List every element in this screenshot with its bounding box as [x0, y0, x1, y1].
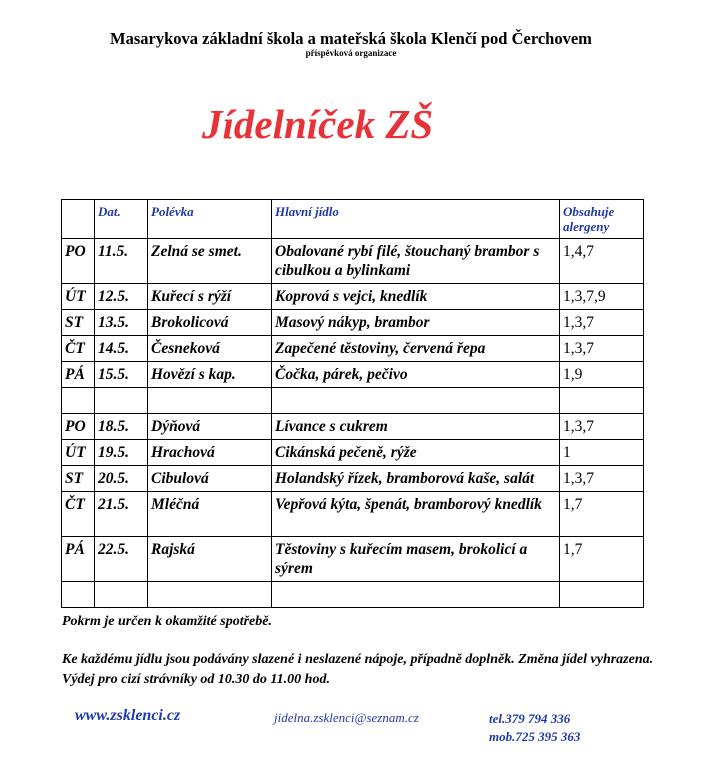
soup-cell: Brokolicová	[148, 310, 272, 336]
soup-cell	[148, 582, 272, 608]
soup-cell: Dýňová	[148, 414, 272, 440]
date-cell	[95, 582, 148, 608]
day-cell: ČT	[62, 492, 95, 537]
soup-cell: Hovězí s kap.	[148, 362, 272, 388]
day-cell: ST	[62, 310, 95, 336]
main-dish-cell	[272, 388, 560, 414]
day-cell: PO	[62, 239, 95, 284]
soup-cell: Cibulová	[148, 466, 272, 492]
header-day	[62, 200, 95, 239]
day-cell	[62, 582, 95, 608]
day-cell	[62, 388, 95, 414]
table-row	[62, 466, 644, 492]
date-cell: 14.5.	[95, 336, 148, 362]
date-cell	[95, 388, 148, 414]
day-cell: ÚT	[62, 284, 95, 310]
day-cell: ST	[62, 466, 95, 492]
soup-cell: Rajská	[148, 537, 272, 582]
school-name: Masarykova základní škola a mateřská škola Klenčí pod Čerchovem	[110, 29, 592, 48]
organization-type: příspěvková organizace	[305, 48, 397, 58]
header-date: Dat.	[95, 200, 148, 239]
mobile-number: mob.725 395 363	[489, 729, 581, 744]
date-cell: 19.5.	[95, 440, 148, 466]
table-row-empty	[62, 388, 644, 414]
table-row	[62, 414, 644, 440]
date-cell: 21.5.	[95, 492, 148, 537]
main-dish-cell: Zapečené těstoviny, červená řepa	[272, 336, 560, 362]
website-link[interactable]: www.zsklenci.cz	[75, 707, 181, 724]
table-row	[62, 362, 644, 388]
main-dish-cell: Koprová s vejci, knedlík	[272, 284, 560, 310]
date-cell: 11.5.	[95, 239, 148, 284]
main-dish-cell	[272, 582, 560, 608]
allergens-cell: 1,4,7	[560, 239, 644, 284]
menu-table	[61, 199, 644, 608]
date-cell: 12.5.	[95, 284, 148, 310]
allergens-cell	[560, 582, 644, 608]
date-cell: 22.5.	[95, 537, 148, 582]
header-soup: Polévka	[148, 200, 272, 239]
allergens-cell	[560, 388, 644, 414]
date-cell: 20.5.	[95, 466, 148, 492]
header-main-dish: Hlavní jídlo	[272, 200, 560, 239]
table-row	[62, 440, 644, 466]
soup-cell: Hrachová	[148, 440, 272, 466]
date-cell: 13.5.	[95, 310, 148, 336]
table-row	[62, 492, 644, 537]
allergens-cell: 1,3,7	[560, 466, 644, 492]
date-cell: 15.5.	[95, 362, 148, 388]
table-row	[62, 239, 644, 284]
email-link[interactable]: jidelna.zsklenci@seznam.cz	[274, 710, 419, 725]
date-cell: 18.5.	[95, 414, 148, 440]
consumption-note: Pokrm je určen k okamžité spotřebě.	[62, 614, 272, 629]
main-dish-cell: Čočka, párek, pečivo	[272, 362, 560, 388]
table-header-row	[62, 200, 644, 239]
day-cell: PO	[62, 414, 95, 440]
main-dish-cell: Obalované rybí filé, štouchaný brambor s cibulkou a bylinkami	[272, 239, 560, 284]
allergens-cell: 1,7	[560, 537, 644, 582]
main-dish-cell: Těstoviny s kuřecím masem, brokolicí a sýrem	[272, 537, 560, 582]
table-row	[62, 537, 644, 582]
soup-cell: Česneková	[148, 336, 272, 362]
table-row	[62, 336, 644, 362]
main-dish-cell: Lívance s cukrem	[272, 414, 560, 440]
drinks-note: Ke každému jídlu jsou podávány slazené i neslazené nápoje, případně doplněk. Změna jídel vyhrazena. Výdej pro cizí strávníky od 10.30 do 11.00 hod.	[62, 652, 654, 687]
header-allergens: Obsahuje alergeny	[560, 200, 644, 239]
allergens-cell: 1,3,7	[560, 310, 644, 336]
main-dish-cell: Holandský řízek, bramborová kaše, salát	[272, 466, 560, 492]
soup-cell	[148, 388, 272, 414]
contact-phones	[489, 710, 580, 746]
table-row	[62, 310, 644, 336]
phone-number: tel.379 794 336	[489, 711, 571, 726]
main-dish-cell: Masový nákyp, brambor	[272, 310, 560, 336]
page-title: Jídelníček ZŠ	[202, 101, 434, 147]
day-cell: ČT	[62, 336, 95, 362]
allergens-cell: 1,3,7	[560, 414, 644, 440]
day-cell: PÁ	[62, 362, 95, 388]
soup-cell: Zelná se smet.	[148, 239, 272, 284]
day-cell: PÁ	[62, 537, 95, 582]
soup-cell: Mléčná	[148, 492, 272, 537]
allergens-cell: 1,3,7	[560, 336, 644, 362]
table-row-empty	[62, 582, 644, 608]
allergens-cell: 1,7	[560, 492, 644, 537]
day-cell: ÚT	[62, 440, 95, 466]
table-row	[62, 284, 644, 310]
soup-cell: Kuřecí s rýží	[148, 284, 272, 310]
main-dish-cell: Vepřová kýta, špenát, bramborový knedlík	[272, 492, 560, 537]
allergens-cell: 1	[560, 440, 644, 466]
main-dish-cell: Cikánská pečeně, rýže	[272, 440, 560, 466]
allergens-cell: 1,3,7,9	[560, 284, 644, 310]
allergens-cell: 1,9	[560, 362, 644, 388]
